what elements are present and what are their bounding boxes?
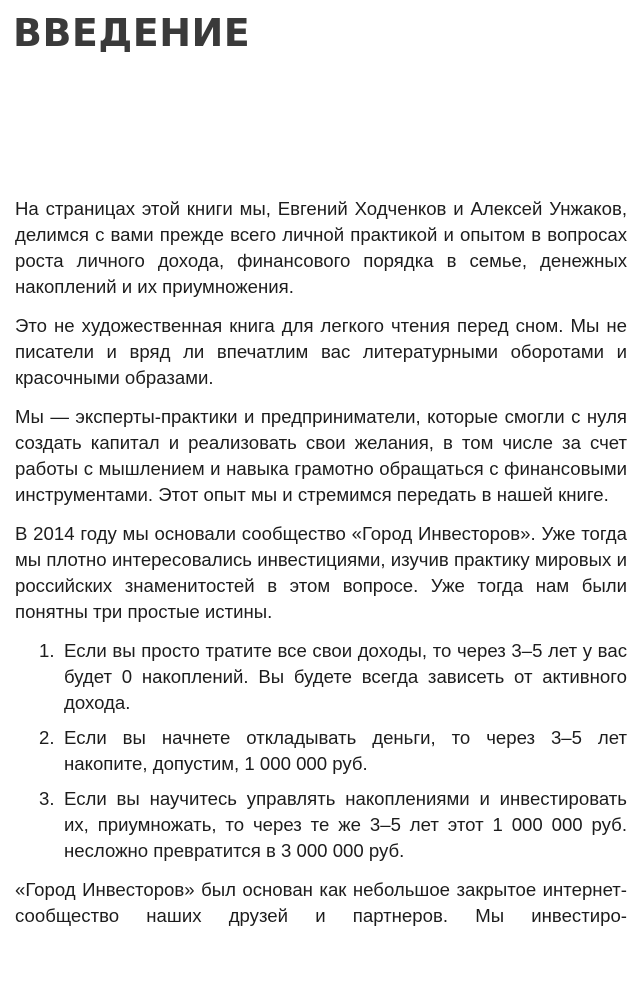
- list-item-text: Если вы научитесь управлять накоплениями и инвестировать их, приумножать, то через те же 3–5 лет этот 1 000 000 руб. несложно превратится в 3 000 000 руб.: [64, 788, 627, 861]
- paragraph-not-fiction: Это не художественная книга для легкого чтения перед сном. Мы не писатели и вряд ли впечатлим вас литературными оборотами и красочными образами.: [15, 315, 627, 388]
- truths-list: [15, 638, 627, 864]
- list-item: [15, 638, 627, 716]
- list-item-text: Если вы просто тратите все свои доходы, то через 3–5 лет у вас будет 0 накоплений. Вы будете всегда зависеть от активного дохода.: [64, 640, 627, 713]
- list-item-text: Если вы начнете откладывать деньги, то через 3–5 лет накопите, допустим, 1 000 000 руб.: [64, 727, 627, 774]
- body-text: [15, 196, 627, 942]
- paragraph-community-founded: В 2014 году мы основали сообщество «Город Инвесторов». Уже тогда мы плотно интересовались инвестициями, изучив практику мировых и российских знаменитостей в этом вопросе. Уже тогда нам были понятны три простые истины.: [15, 523, 627, 622]
- list-item: [15, 786, 627, 864]
- paragraph-intro: На страницах этой книги мы, Евгений Ходченков и Алексей Унжаков, делимся с вами прежде всего личной практикой и опытом в вопросах роста личного дохода, финансового порядка в семье, денежных накоплений и их приумножения.: [15, 198, 627, 297]
- paragraph-experts: Мы — эксперты-практики и предприниматели, которые смогли с нуля создать капитал и реализовать свои желания, в том числе за счет работы с мышлением и навыка грамотно обращаться с финансовыми инструментами. Этот опыт мы и стремимся передать в нашей книге.: [15, 406, 627, 505]
- list-number: 1.: [39, 640, 55, 661]
- list-number: 2.: [39, 727, 55, 748]
- list-number: 3.: [39, 788, 55, 809]
- paragraph-community-description: «Город Инвесторов» был основан как небольшое закрытое интернет-сообщество наших друзей и партнеров. Мы инвестиро-: [15, 879, 627, 926]
- list-item: [15, 725, 627, 777]
- chapter-heading: ВВЕДЕНИЕ: [13, 11, 251, 55]
